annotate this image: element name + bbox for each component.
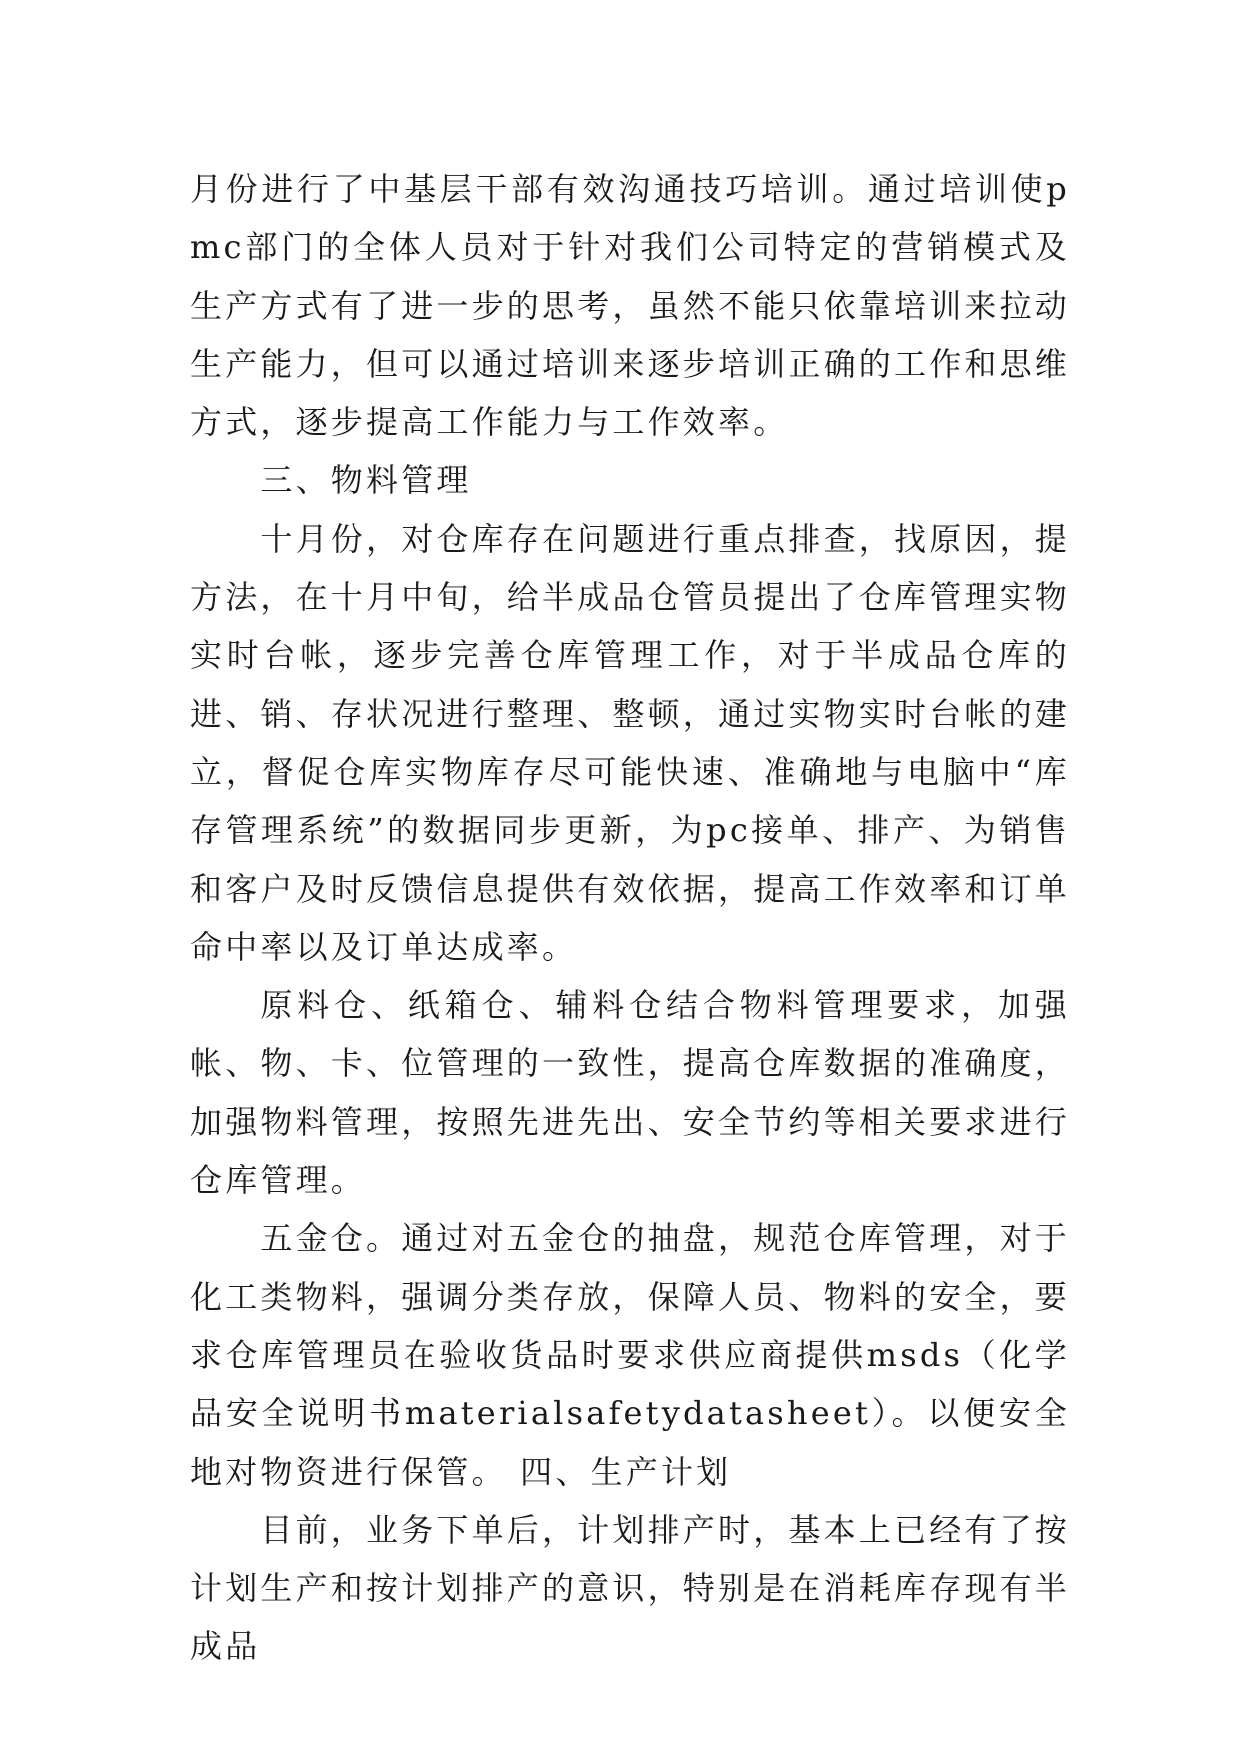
paragraph-warehouse-inspection: 十月份，对仓库存在问题进行重点排查，找原因，提方法，在十月中旬，给半成品仓管员提出了仓库管理实物实时台帐，逐步完善仓库管理工作，对于半成品仓库的进、销、存状况进行整理、整顿，通过实物实时台帐的建立，督促仓库实物库存尽可能快速、准确地与电脑中“库存管理系统”的数据同步更新，为pc接单、排产、为销售和客户及时反馈信息提供有效依据，提高工作效率和订单命中率以及订单达成率。 [190,519,1071,966]
paragraph-training: 月份进行了中基层干部有效沟通技巧培训。通过培训使pmc部门的全体人员对于针对我们公司特定的营销模式及生产方式有了进一步的思考，虽然不能只依靠培训来拉动生产能力，但可以通过培训来逐步培训正确的工作和思维方式，逐步提高工作能力与工作效率。 [190,170,1071,442]
paragraph-raw-material-warehouse: 原料仓、纸箱仓、辅料仓结合物料管理要求，加强帐、物、卡、位管理的一致性，提高仓库数据的准确度，加强物料管理，按照先进先出、安全节约等相关要求进行仓库管理。 [190,986,1071,1200]
paragraph-production-plan: 目前，业务下单后，计划排产时，基本上已经有了按计划生产和按计划排产的意识，特别是在消耗库存现有半成品 [190,1510,1071,1666]
section-heading-material-management: 三、物料管理 [260,461,472,500]
paragraph-hardware-warehouse: 五金仓。通过对五金仓的抽盘，规范仓库管理，对于化工类物料，强调分类存放，保障人员、物料的安全，要求仓库管理员在验收货品时要求供应商提供msds（化学品安全说明书materialsafetydatasheet）。以便安全地对物资进行保管。 四、生产计划 [190,1219,1071,1491]
document-body [190,160,1070,1676]
